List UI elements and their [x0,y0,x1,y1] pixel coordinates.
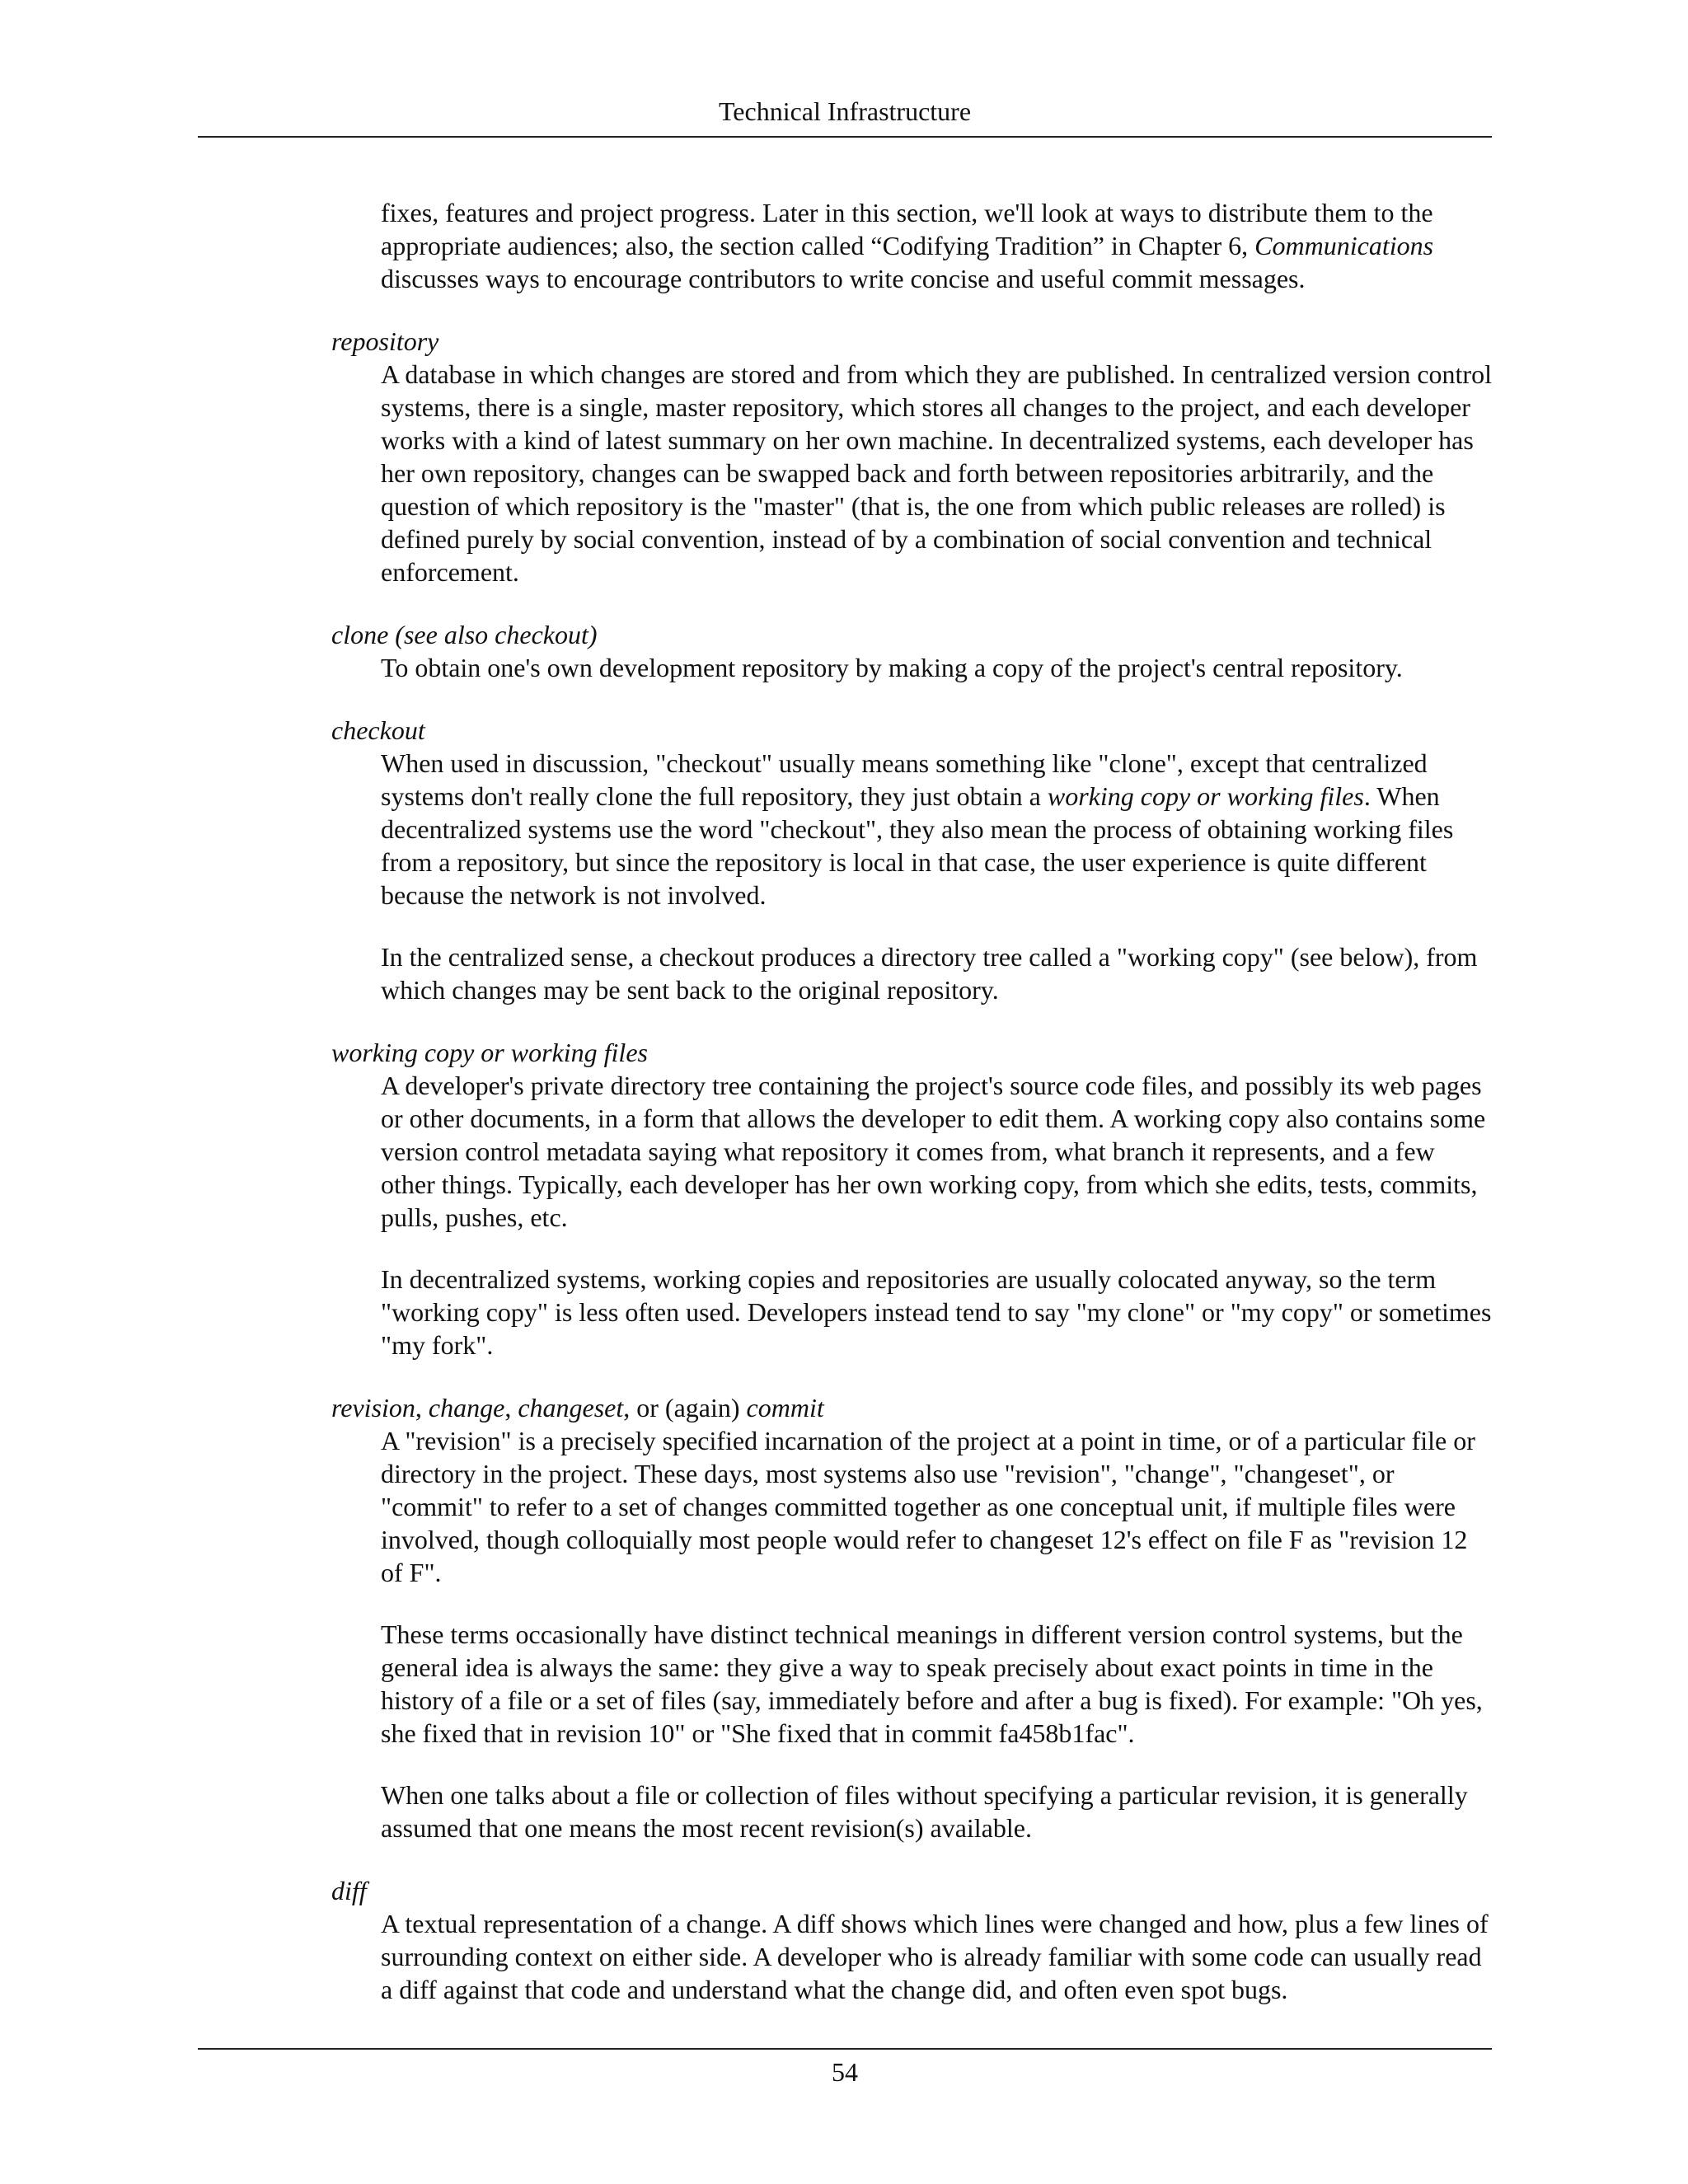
term-repository: repository [331,326,439,356]
term-changeset: changeset [518,1393,624,1422]
definition-paragraph: A textual representation of a change. A diff shows which lines were changed and how, plus a few lines of surrounding context on either side. A developer who is already familiar with some code can usually read a diff against that code and understand what the change did, and often even spot bugs. [381,1909,1489,2004]
term-separator: , [415,1393,429,1422]
definition-paragraph: In decentralized systems, working copies and repositories are usually colocated anyway, so the term "working copy" is less often used. Developers instead tend to say "my clone" or "my copy" or sometimes "my fork". [381,1264,1492,1360]
definition-paragraph [381,747,1492,912]
definition-paragraph: These terms occasionally have distinct technical meanings in different version control systems, but the general idea is always the same: they give a way to speak precisely about exact points in time in the history of a file or a set of files (say, immediately before and after a bug is fixed). For example: "Oh yes, she fixed that in revision 10" or "She fixed that in commit fa458b1fac". [381,1619,1483,1748]
term-revision-group [331,1391,1688,1424]
checkout-text-b: . When decentralized systems use the word "checkout", they also mean the process of obtaining working files from a repository, but since the repository is local in that case, the user experience is quite different because the network is not involved. [381,781,1454,910]
intro-paragraph [381,196,1492,295]
intro-text-a: fixes, features and project progress. Later in this section, we'll look at ways to distribute them to the appropriate audiences; also, the section called “Codifying Tradition” in Chapter 6, [381,198,1433,260]
entry-checkout [0,714,1688,1006]
definition-paragraph: A database in which changes are stored and from which they are published. In centralized version control systems, there is a single, master repository, which stores all changes to the project, and each developer works with a kind of latest summary on her own machine. In decentralized systems, each developer has her own repository, changes can be swapped back and forth between repositories arbitrarily, and the question of which repository is the "master" (that is, the one from which public releases are rolled) is defined purely by social convention, instead of by a combination of social convention and technical enforcement. [381,359,1492,587]
term-separator: , [504,1393,518,1422]
entry-revision [0,1391,1688,1844]
term-checkout: checkout [331,715,425,745]
term-revision: revision [331,1393,415,1422]
intro-text-b: discusses ways to encourage contributors to write concise and useful commit messages. [381,264,1306,293]
term-commit: commit [746,1393,824,1422]
term-clone: clone (see also checkout) [331,620,598,649]
entry-repository [0,325,1688,588]
entry-working-copy [0,1036,1688,1361]
checkout-text-a: When used in discussion, "checkout" usually means something like "clone", except that centralized systems don't really clone the full repository, they just obtain a [381,748,1428,811]
definition-paragraph: A "revision" is a precisely specified incarnation of the project at a point in time, or of a particular file or directory in the project. These days, most systems also use "revision", "change", "changeset", or "commit" to refer to a set of changes committed together as one conceptual unit, if multiple files were involved, though colloquially most people would refer to changeset 12's effect on file F as "revision 12 of F". [381,1426,1475,1587]
term-working-copy: working copy or working files [331,1038,648,1067]
glossary-content [0,196,1688,2006]
page-number: 54 [832,2057,858,2087]
running-header: Technical Infrastructure [718,96,972,126]
definition-paragraph: When one talks about a file or collection of files without specifying a particular revision, it is generally assumed that one means the most recent revision(s) available. [381,1780,1468,1843]
definition-paragraph: A developer's private directory tree containing the project's source code files, and possibly its web pages or other documents, in a form that allows the developer to edit them. A working copy also contains some version control metadata saying what repository it comes from, what branch it represents, and a few other things. Typically, each developer has her own working copy, from which she edits, tests, commits, pulls, pushes, etc. [381,1071,1486,1232]
footer-rule [198,2048,1492,2050]
term-separator: , or (again) [623,1393,747,1422]
header-rule [198,136,1492,138]
term-change: change [428,1393,505,1422]
term-diff: diff [331,1876,367,1905]
definition-paragraph: In the centralized sense, a checkout produces a directory tree called a "working copy" (see below), from which changes may be sent back to the original repository. [381,942,1478,1005]
entry-clone [0,618,1688,684]
intro-text-italic: Communications [1254,231,1434,260]
definition-paragraph: To obtain one's own development repository by making a copy of the project's central repository. [381,653,1403,682]
checkout-text-italic: working copy or working files [1047,781,1364,811]
entry-diff [0,1874,1688,2006]
